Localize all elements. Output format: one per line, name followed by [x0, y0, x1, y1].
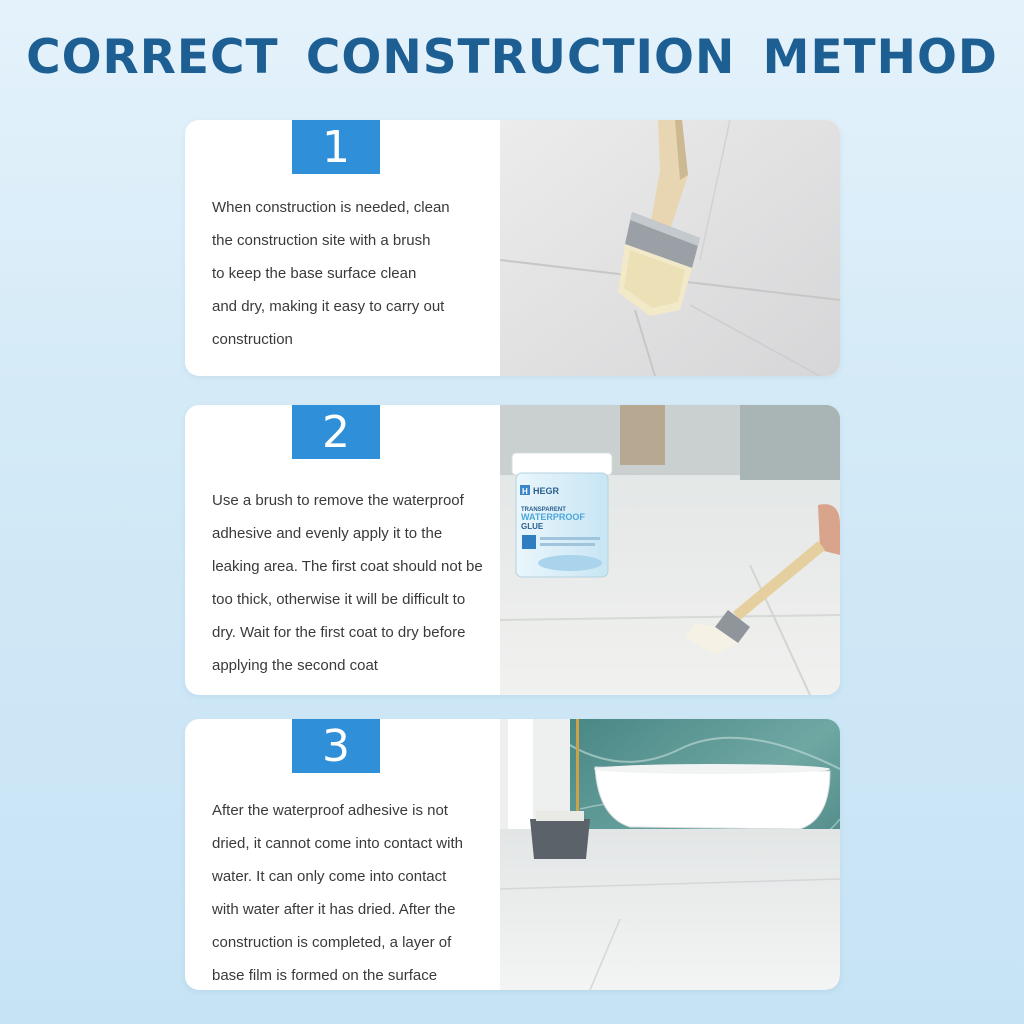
- step-2-text-column: [185, 405, 500, 695]
- description-line: and dry, making it easy to carry out: [212, 298, 445, 315]
- step-3-description: [212, 794, 463, 990]
- description-line: construction: [212, 331, 293, 348]
- step-3-card: [185, 719, 840, 990]
- step-2-photo: [500, 405, 840, 695]
- product-line-2: WATERPROOF: [521, 512, 585, 522]
- description-line: After the waterproof adhesive is not: [212, 802, 448, 819]
- description-line: applying the second coat: [212, 657, 378, 674]
- description-line: dried, it cannot come into contact with: [212, 835, 463, 852]
- step-1-description: [212, 191, 450, 356]
- step-2-description: [212, 484, 483, 682]
- step-1-number-badge: 1: [292, 120, 380, 174]
- product-brand-mark: H: [522, 487, 528, 496]
- description-line: Use a brush to remove the waterproof: [212, 492, 464, 509]
- description-line: too thick, otherwise it will be difficult to: [212, 591, 466, 608]
- step-2-number-badge: 2: [292, 405, 380, 459]
- description-line: the construction site with a brush: [212, 232, 431, 249]
- description-line: to keep the base surface clean: [212, 265, 417, 282]
- product-brand: HEGR: [533, 486, 560, 496]
- product-line-3: GLUE: [521, 522, 544, 531]
- description-line: dry. Wait for the first coat to dry before: [212, 624, 466, 641]
- step-1-photo: [500, 120, 840, 376]
- description-line: adhesive and evenly apply it to the: [212, 525, 443, 542]
- step-3-photo: [500, 719, 840, 990]
- description-line: leaking area. The first coat should not be: [212, 558, 483, 575]
- step-3-number-badge: 3: [292, 719, 380, 773]
- step-2-card: [185, 405, 840, 695]
- page-title: CORRECT CONSTRUCTION METHOD: [26, 30, 998, 85]
- description-line: base film is formed on the surface: [212, 967, 438, 984]
- description-line: with water after it has dried. After the: [212, 901, 456, 918]
- step-3-text-column: [185, 719, 500, 990]
- step-1-text-column: [185, 120, 500, 376]
- description-line: When construction is needed, clean: [212, 199, 450, 216]
- description-line: construction is completed, a layer of: [212, 934, 452, 951]
- product-line-1: TRANSPARENT: [521, 507, 566, 513]
- description-line: water. It can only come into contact: [212, 868, 447, 885]
- step-1-card: [185, 120, 840, 376]
